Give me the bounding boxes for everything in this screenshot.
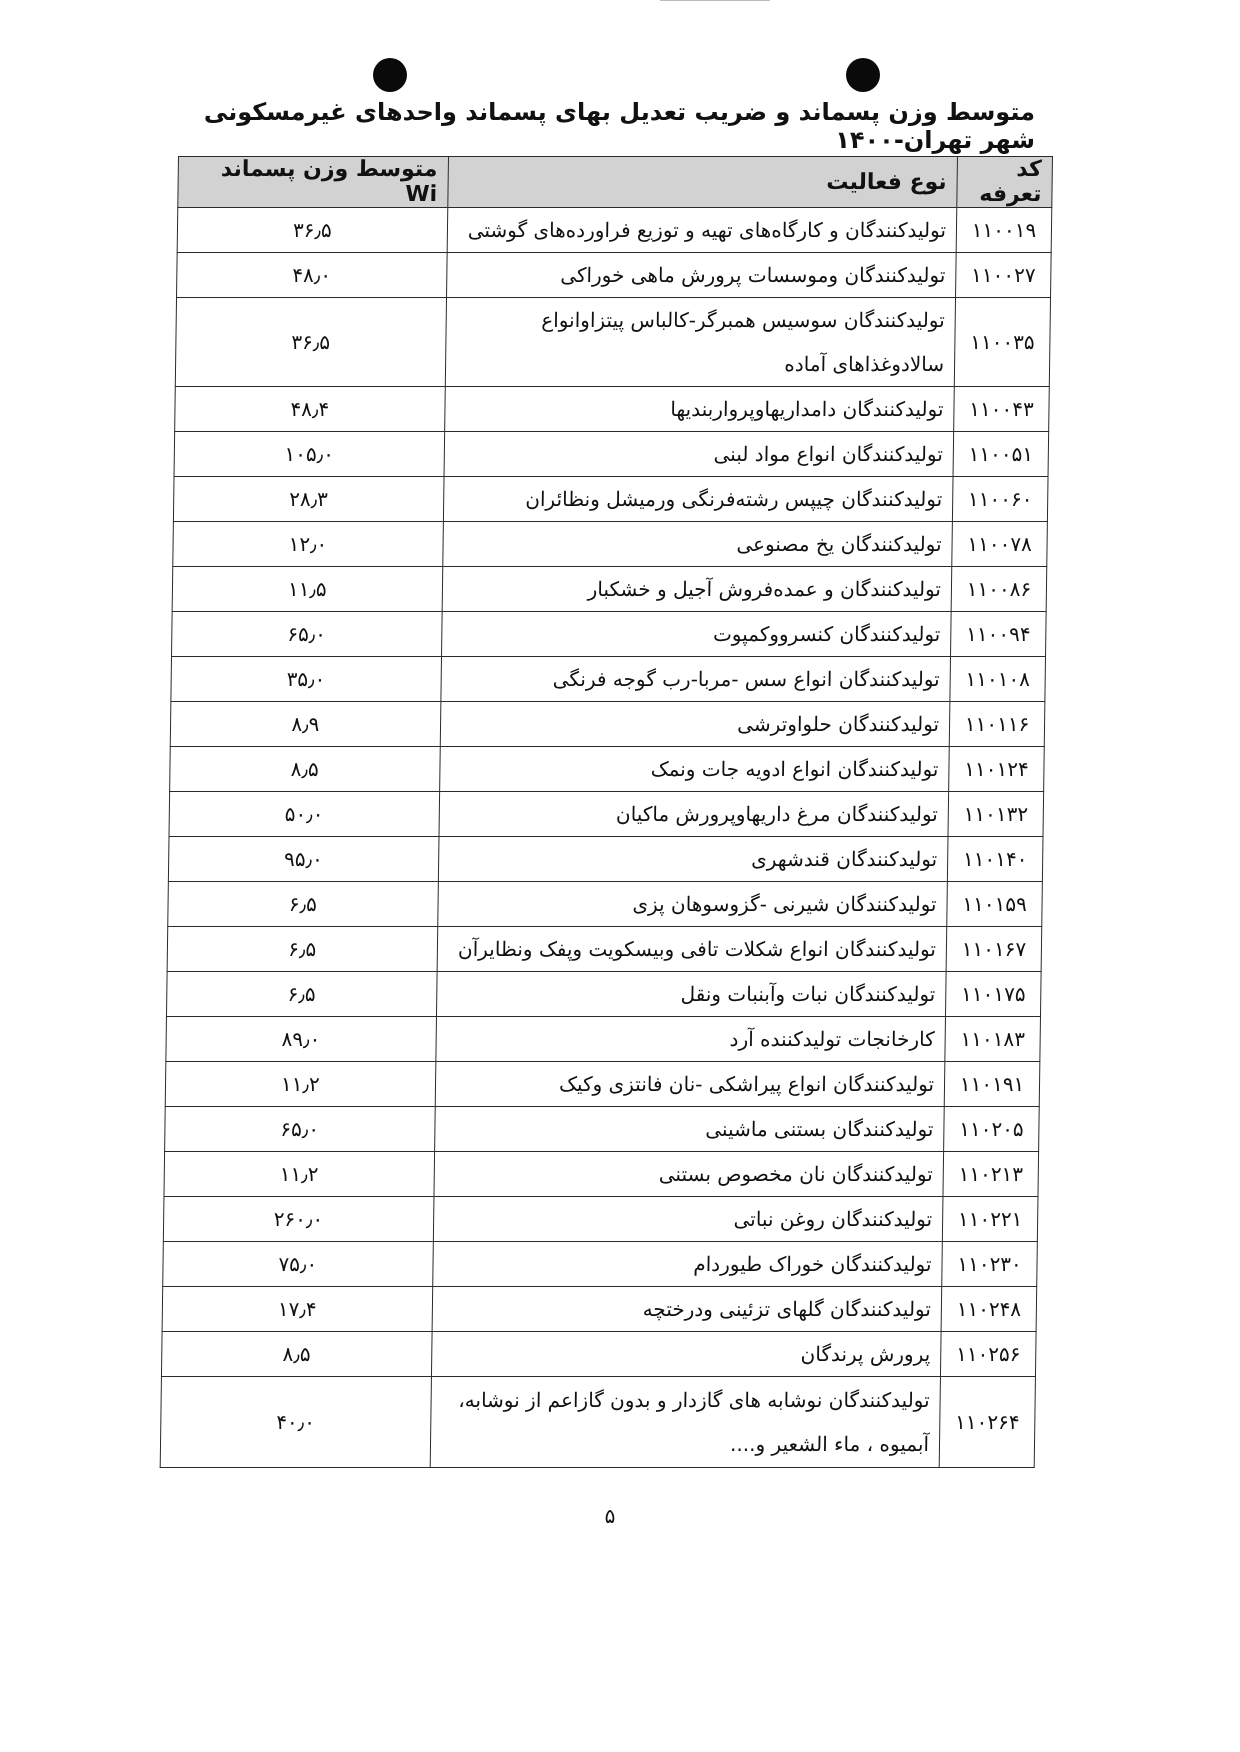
cell-weight: ۶٫۵ xyxy=(166,972,436,1017)
cell-weight: ۴۸٫۴ xyxy=(175,387,445,432)
table-row xyxy=(172,612,1047,657)
cell-activity: تولیدکنندگان انواع مواد لبنی xyxy=(444,432,954,477)
cell-activity: تولیدکنندگان سوسیس همبرگر-کالباس پیتزاوانواع سالادوغذاهای آماده xyxy=(445,298,956,387)
table-row xyxy=(168,882,1043,927)
table-row xyxy=(166,972,1041,1017)
table-row xyxy=(173,522,1048,567)
cell-weight: ۴۰٫۰ xyxy=(160,1377,431,1468)
header-activity: نوع فعالیت xyxy=(447,157,957,208)
cell-weight: ۱۱٫۲ xyxy=(165,1062,435,1107)
table-row xyxy=(171,657,1046,702)
table-row xyxy=(177,208,1052,253)
cell-activity: تولیدکنندگان بستنی ماشینی xyxy=(434,1107,944,1152)
cell-activity: تولیدکنندگان قندشهری xyxy=(438,837,948,882)
cell-weight: ۸٫۵ xyxy=(161,1332,431,1377)
cell-weight: ۲۶۰٫۰ xyxy=(163,1197,433,1242)
table-row xyxy=(177,253,1052,298)
cell-weight: ۴۸٫۰ xyxy=(177,253,447,298)
page-number: ۵ xyxy=(604,1504,616,1528)
cell-weight: ۱۱٫۲ xyxy=(164,1152,434,1197)
cell-weight: ۳۶٫۵ xyxy=(177,208,447,253)
cell-weight: ۹۵٫۰ xyxy=(168,837,438,882)
cell-activity: تولیدکنندگان نبات وآبنبات ونقل xyxy=(436,972,946,1017)
cell-code: ۱۱۰۱۰۸ xyxy=(950,657,1046,702)
header-code: کد تعرفه xyxy=(957,157,1053,208)
table-row xyxy=(162,1287,1037,1332)
table-row xyxy=(161,1332,1036,1377)
cell-activity: تولیدکنندگان انواع شکلات تافی وبیسکویت وپفک ونظایرآن xyxy=(437,927,947,972)
table-row xyxy=(175,387,1050,432)
cell-activity: تولیدکنندگان شیرنی -گزوسوهان پزی xyxy=(437,882,947,927)
cell-activity: تولیدکنندگان گلهای تزئینی ودرختچه xyxy=(432,1287,942,1332)
table-row xyxy=(160,1377,1035,1468)
cell-code: ۱۱۰۰۷۸ xyxy=(952,522,1048,567)
cell-weight: ۳۵٫۰ xyxy=(171,657,441,702)
cell-activity: تولیدکنندگان و عمده‌فروش آجیل و خشکبار xyxy=(442,567,952,612)
cell-activity: تولیدکنندگان انواع سس -مربا-رب گوجه فرنگی xyxy=(441,657,951,702)
cell-activity: تولیدکنندگان مرغ داریهاوپرورش ماکیان xyxy=(439,792,949,837)
cell-activity: تولیدکنندگان چیپس رشته‌فرنگی ورمیشل ونظائران xyxy=(443,477,953,522)
cell-code: ۱۱۰۱۴۰ xyxy=(947,837,1043,882)
scan-edge-mark xyxy=(660,0,770,1)
table-row xyxy=(170,702,1045,747)
cell-code: ۱۱۰۰۹۴ xyxy=(951,612,1047,657)
cell-code: ۱۱۰۰۶۰ xyxy=(952,477,1048,522)
cell-weight: ۶٫۵ xyxy=(167,927,437,972)
table-header-row xyxy=(178,157,1053,208)
table-row xyxy=(164,1152,1039,1197)
cell-weight: ۶۵٫۰ xyxy=(165,1107,435,1152)
cell-code: ۱۱۰۱۲۴ xyxy=(949,747,1045,792)
punch-hole-left xyxy=(373,58,407,92)
cell-weight: ۶۵٫۰ xyxy=(172,612,442,657)
cell-code: ۱۱۰۱۳۲ xyxy=(948,792,1044,837)
cell-weight: ۱۷٫۴ xyxy=(162,1287,432,1332)
table-row xyxy=(170,747,1045,792)
cell-weight: ۸٫۹ xyxy=(170,702,440,747)
cell-code: ۱۱۰۱۱۶ xyxy=(949,702,1045,747)
punch-hole-right xyxy=(846,58,880,92)
table-row xyxy=(165,1107,1040,1152)
cell-weight: ۸٫۵ xyxy=(170,747,440,792)
cell-activity: تولیدکنندگان و کارگاه‌های تهیه و توزیع فراورده‌های گوشتی xyxy=(447,208,957,253)
cell-code: ۱۱۰۱۷۵ xyxy=(946,972,1042,1017)
cell-code: ۱۱۰۰۴۳ xyxy=(954,387,1050,432)
cell-weight: ۱۱٫۵ xyxy=(172,567,442,612)
table-row xyxy=(169,792,1044,837)
cell-code: ۱۱۰۲۱۳ xyxy=(943,1152,1039,1197)
cell-weight: ۸۹٫۰ xyxy=(166,1017,436,1062)
table-body xyxy=(160,208,1052,1468)
cell-activity: کارخانجات تولیدکننده آرد xyxy=(436,1017,946,1062)
cell-code: ۱۱۰۲۴۸ xyxy=(941,1287,1037,1332)
cell-weight: ۷۵٫۰ xyxy=(163,1242,433,1287)
cell-activity: تولیدکنندگان یخ مصنوعی xyxy=(442,522,952,567)
cell-code: ۱۱۰۲۰۵ xyxy=(944,1107,1040,1152)
cell-weight: ۱۲٫۰ xyxy=(173,522,443,567)
cell-code: ۱۱۰۰۵۱ xyxy=(953,432,1049,477)
cell-code: ۱۱۰۲۲۱ xyxy=(942,1197,1038,1242)
header-weight: متوسط وزن پسماند Wi xyxy=(178,157,448,208)
cell-code: ۱۱۰۰۳۵ xyxy=(954,298,1050,387)
table-row xyxy=(175,298,1050,387)
cell-code: ۱۱۰۰۱۹ xyxy=(956,208,1052,253)
cell-activity: تولیدکنندگان دامداریهاوپرواربندیها xyxy=(444,387,954,432)
cell-code: ۱۱۰۰۲۷ xyxy=(956,253,1052,298)
cell-code: ۱۱۰۲۵۶ xyxy=(940,1332,1036,1377)
table-row xyxy=(174,432,1049,477)
cell-weight: ۲۸٫۳ xyxy=(173,477,443,522)
cell-code: ۱۱۰۲۳۰ xyxy=(942,1242,1038,1287)
cell-code: ۱۱۰۰۸۶ xyxy=(951,567,1047,612)
cell-activity: تولیدکنندگان نان مخصوص بستنی xyxy=(434,1152,944,1197)
cell-activity: تولیدکنندگان نوشابه های گازدار و بدون گازاعم از نوشابه، آبمیوه ، ماء الشعیر و.... xyxy=(430,1377,941,1468)
document-title: متوسط وزن پسماند و ضریب تعدیل بهای پسماند واحدهای غیرمسکونی شهر تهران-۱۴۰۰ xyxy=(203,98,1035,154)
cell-weight: ۱۰۵٫۰ xyxy=(174,432,444,477)
cell-activity: تولیدکنندگان حلواوترشی xyxy=(440,702,950,747)
cell-activity: تولیدکنندگان خوراک طیوردام xyxy=(432,1242,942,1287)
cell-activity: پرورش پرندگان xyxy=(431,1332,941,1377)
cell-code: ۱۱۰۱۹۱ xyxy=(944,1062,1040,1107)
cell-activity: تولیدکنندگان انواع پیراشکی -نان فانتزی وکیک xyxy=(435,1062,945,1107)
waste-weight-table xyxy=(160,156,1053,1468)
table-row xyxy=(167,927,1042,972)
table-row xyxy=(163,1197,1038,1242)
cell-activity: تولیدکنندگان روغن نباتی xyxy=(433,1197,943,1242)
cell-activity: تولیدکنندگان کنسرووکمپوت xyxy=(441,612,951,657)
table-row xyxy=(163,1242,1038,1287)
table-row xyxy=(168,837,1043,882)
table-row xyxy=(172,567,1047,612)
table-row xyxy=(166,1017,1041,1062)
cell-activity: تولیدکنندگان وموسسات پرورش ماهی خوراکی xyxy=(446,253,956,298)
cell-code: ۱۱۰۱۸۳ xyxy=(945,1017,1041,1062)
cell-code: ۱۱۰۱۵۹ xyxy=(947,882,1043,927)
cell-weight: ۵۰٫۰ xyxy=(169,792,439,837)
cell-activity: تولیدکنندگان انواع ادویه جات ونمک xyxy=(439,747,949,792)
table-row xyxy=(173,477,1048,522)
cell-weight: ۶٫۵ xyxy=(168,882,438,927)
table-row xyxy=(165,1062,1040,1107)
cell-code: ۱۱۰۱۶۷ xyxy=(946,927,1042,972)
cell-weight: ۳۶٫۵ xyxy=(175,298,446,387)
cell-code: ۱۱۰۲۶۴ xyxy=(939,1377,1035,1468)
